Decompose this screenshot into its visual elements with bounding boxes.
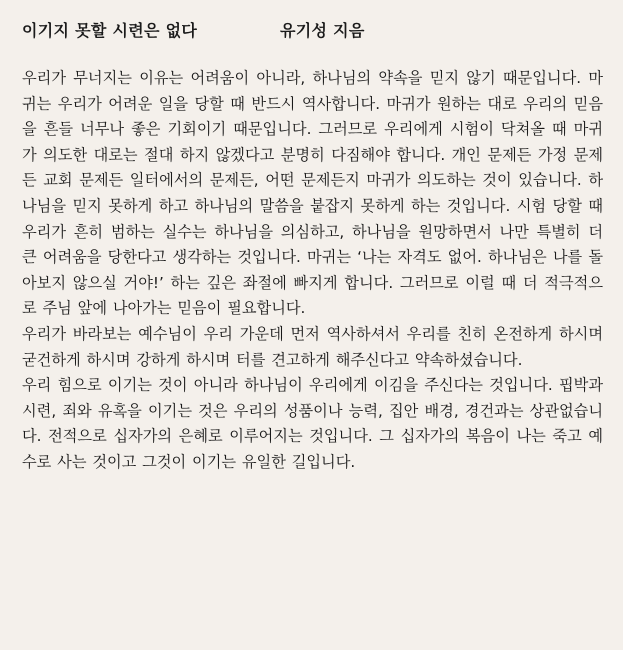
paragraph-2: 우리가 바라보는 예수님이 우리 가운데 먼저 역사하셔서 우리를 친히 온전하게 하시며 굳건하게 하시며 강하게 하시며 터를 견고하게 해주신다고 약속하셨습니다. <box>22 324 603 369</box>
book-author: 유기성 지음 <box>280 21 365 40</box>
body-text <box>22 66 603 476</box>
paragraph-1: 우리가 무너지는 이유는 어려움이 아니라, 하나님의 약속을 믿지 않기 때문입니다. 마귀는 우리가 어려운 일을 당할 때 반드시 역사합니다. 마귀가 원하는 대로 우리의 믿음을 흔들 너무나 좋은 기회이기 때문입니다. 그러므로 우리에게 시험이 닥쳐올 때 마귀가 의도한 대로는 절대 하지 않겠다고 분명히 다짐해야 합니다. 개인 문제든 가정 문제든 교회 문제든 일터에서의 문제든, 어떤 문제든지 마귀가 의도하는 것이 있습니다. 하나님을 믿지 못하게 하고 하나님의 말씀을 붙잡지 못하게 하는 것입니다. 시험 당할 때 우리가 흔히 범하는 실수는 하나님을 의심하고, 하나님을 원망하면서 나만 특별히 더 큰 어려움을 당한다고 생각하는 것입니다. 마귀는 ‘나는 자격도 없어. 하나님은 나를 돌아보지 않으실 거야!’ 하는 깊은 좌절에 빠지게 합니다. 그러므로 이럴 때 더 적극적으로 주님 앞에 나아가는 믿음이 필요합니다. <box>22 69 603 318</box>
book-title: 이기지 못할 시련은 없다 <box>22 21 198 40</box>
paragraph-3: 우리 힘으로 이기는 것이 아니라 하나님이 우리에게 이김을 주신다는 것입니다. 핍박과 시련, 죄와 유혹을 이기는 것은 우리의 성품이나 능력, 집안 배경, 경건과는 상관없습니다. 전적으로 십자가의 은혜로 이루어지는 것입니다. 그 십자가의 복음이 나는 죽고 예수로 사는 것이고 그것이 이기는 유일한 길입니다. <box>22 376 603 471</box>
header <box>22 18 603 48</box>
